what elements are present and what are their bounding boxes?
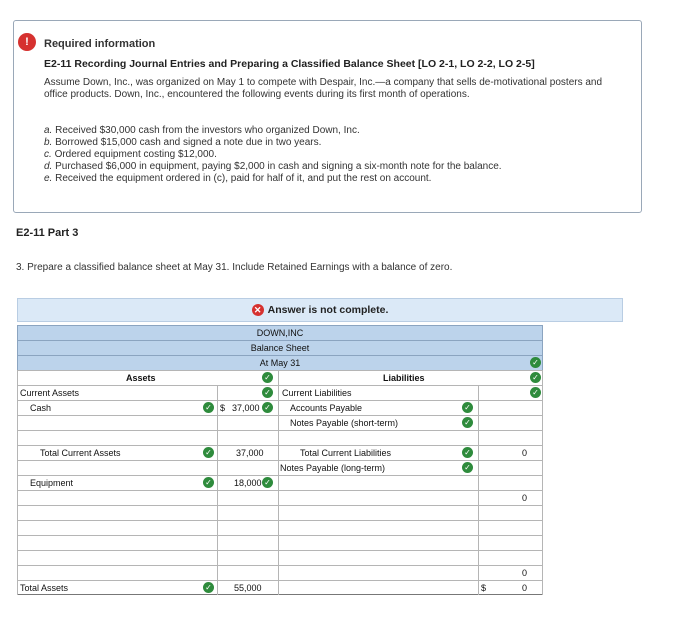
statement-date: At May 31 [17, 355, 543, 371]
check-icon: ✓ [462, 447, 473, 458]
check-icon: ✓ [203, 447, 214, 458]
check-icon: ✓ [262, 402, 273, 413]
event-item: b. Borrowed $15,000 cash and signed a note due in two years. [44, 137, 322, 148]
current-liabilities-label[interactable]: Current Liabilities [282, 388, 352, 398]
event-item: a. Received $30,000 cash from the investors who organized Down, Inc. [44, 125, 360, 136]
check-icon: ✓ [203, 582, 214, 593]
alert-icon: ! [18, 33, 36, 51]
liabilities-subtotal-value[interactable]: 0 [522, 493, 528, 503]
check-icon: ✓ [262, 372, 273, 383]
statement-name: Balance Sheet [17, 340, 543, 356]
exercise-intro: Assume Down, Inc., was organized on May 1 to compete with Despair, Inc.—a company that sells de-motivational posters and office products. Down, Inc., encountered the following events during its first month of operations. [44, 77, 603, 100]
cash-label[interactable]: Cash [30, 403, 52, 413]
total-current-liabilities-label: Total Current Liabilities [300, 448, 392, 458]
check-icon: ✓ [203, 477, 214, 488]
company-name: DOWN,INC [17, 325, 543, 341]
total-current-liabilities-value[interactable]: 0 [522, 448, 528, 458]
check-icon: ✓ [530, 387, 541, 398]
liabilities-header: Liabilities [383, 373, 425, 383]
event-item: e. Received the equipment ordered in (c), paid for half of it, and put the rest on account. [44, 173, 432, 184]
total-current-assets-value[interactable]: 37,000 [236, 448, 264, 458]
required-information-title: Required information [44, 38, 156, 50]
cash-currency: $ [220, 403, 226, 413]
total-assets-label: Total Assets [20, 583, 69, 593]
required-information-box [13, 20, 642, 213]
x-circle-icon: ✕ [252, 304, 264, 316]
notes-payable-long-label[interactable]: Notes Payable (long-term) [280, 463, 386, 473]
liabilities-total-value[interactable]: 0 [522, 568, 528, 578]
event-item: c. Ordered equipment costing $12,000. [44, 149, 217, 160]
cash-amount-input[interactable]: 37,000 [232, 403, 260, 413]
assets-header: Assets [126, 373, 156, 383]
check-icon: ✓ [262, 387, 273, 398]
part-instruction: 3. Prepare a classified balance sheet at May 31. Include Retained Earnings with a balance of zero. [16, 262, 453, 273]
current-assets-label[interactable]: Current Assets [20, 388, 80, 398]
check-icon: ✓ [530, 357, 541, 368]
check-icon: ✓ [203, 402, 214, 413]
equipment-label[interactable]: Equipment [30, 478, 74, 488]
answer-status-bar [17, 298, 623, 322]
check-icon: ✓ [462, 462, 473, 473]
answer-status-text: Answer is not complete. [267, 304, 389, 316]
accounts-payable-label[interactable]: Accounts Payable [290, 403, 363, 413]
event-item: d. Purchased $6,000 in equipment, paying $2,000 in cash and signing a six-month note for the balance. [44, 161, 502, 172]
equipment-value[interactable]: 18,000 [234, 478, 262, 488]
check-icon: ✓ [262, 477, 273, 488]
total-assets-value[interactable]: 55,000 [234, 583, 262, 593]
total-right-currency: $ [481, 583, 487, 593]
total-liabilities-equity-value[interactable]: 0 [522, 583, 528, 593]
check-icon: ✓ [462, 417, 473, 428]
check-icon: ✓ [530, 372, 541, 383]
events-list [44, 125, 502, 185]
notes-payable-short-label[interactable]: Notes Payable (short-term) [290, 418, 399, 428]
check-icon: ✓ [462, 402, 473, 413]
part-title: E2-11 Part 3 [16, 227, 79, 239]
exercise-heading: E2-11 Recording Journal Entries and Preparing a Classified Balance Sheet [LO 2-1, LO 2-2, LO 2-5] [44, 58, 535, 70]
total-current-assets-label: Total Current Assets [40, 448, 121, 458]
